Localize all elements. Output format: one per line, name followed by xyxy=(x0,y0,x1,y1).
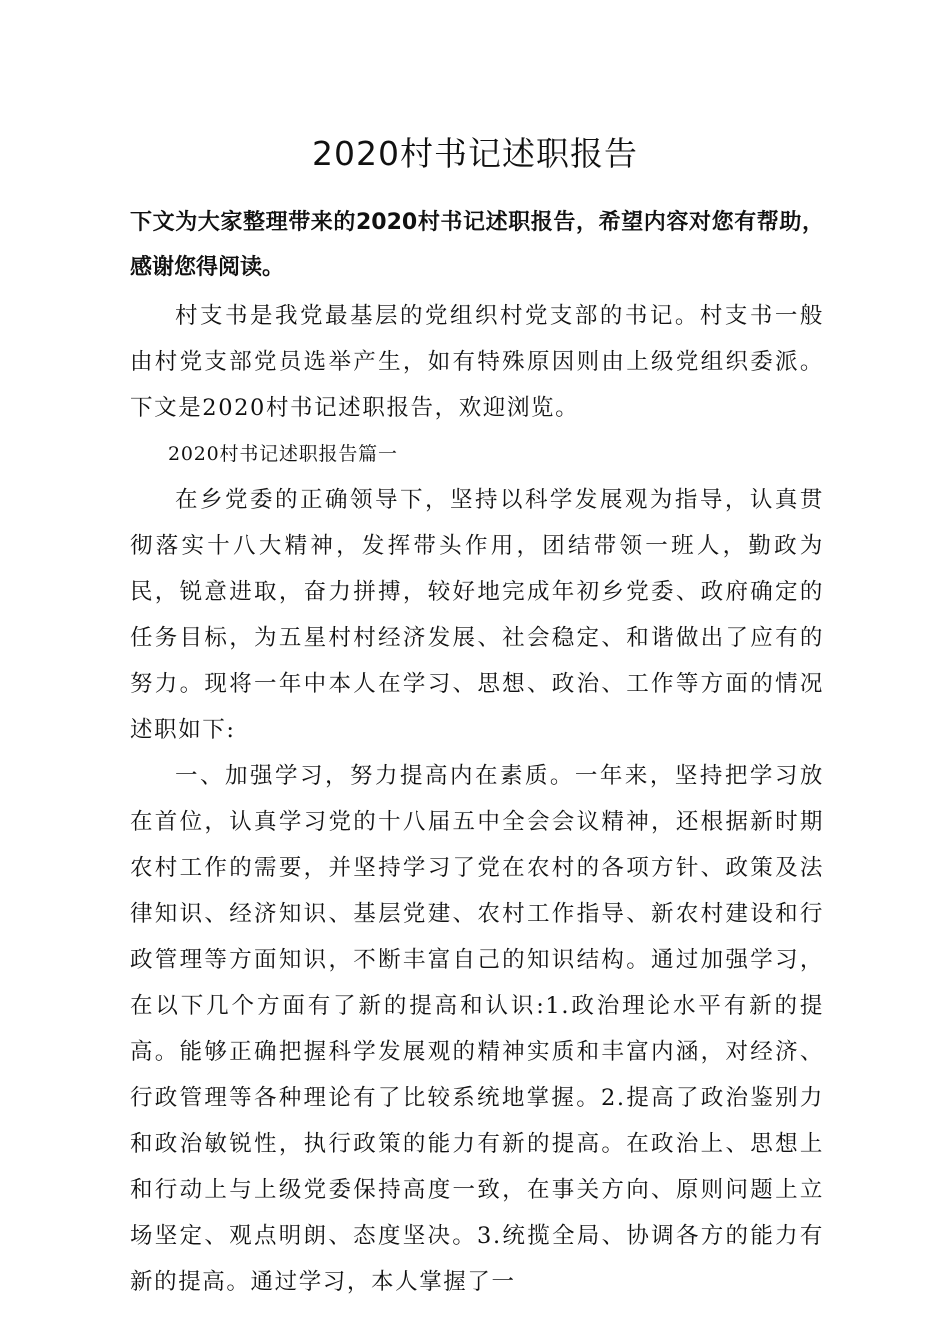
intro-paragraph: 下文为大家整理带来的2020村书记述职报告，希望内容对您有帮助，感谢您得阅读。 xyxy=(130,210,824,280)
body-paragraph: 在乡党委的正确领导下，坚持以科学发展观为指导，认真贯彻落实十八大精神，发挥带头作用，团结带领一班人，勤政为民，锐意进取，奋力拼搏，较好地完成年初乡党委、政府确定的任务目标，为五星村村经济发展、社会稳定、和谐做出了应有的努力。现将一年中本人在学习、思想、政治、工作等方面的情况述职如下: xyxy=(130,487,824,743)
document-title: 2020村书记述职报告 xyxy=(312,134,638,173)
section-heading: 2020村书记述职报告篇一 xyxy=(168,443,398,465)
body-paragraph: 一、加强学习，努力提高内在素质。一年来，坚持把学习放在首位，认真学习党的十八届五中全会会议精神，还根据新时期农村工作的需要，并坚持学习了党在农村的各项方针、政策及法律知识、经济知识、基层党建、农村工作指导、新农村建设和行政管理等方面知识，不断丰富自己的知识结构。通过加强学习，在以下几个方面有了新的提高和认识:1.政治理论水平有新的提高。能够正确把握科学发展观的精神实质和丰富内涵，对经济、行政管理等各种理论有了比较系统地掌握。2.提高了政治鉴别力和政治敏锐性，执行政策的能力有新的提高。在政治上、思想上和行动上与上级党委保持高度一致，在事关方向、原则问题上立场坚定、观点明朗、态度坚决。3.统揽全局、协调各方的能力有新的提高。通过学习，本人掌握了一 xyxy=(130,763,824,1295)
document-body xyxy=(130,293,824,1305)
body-paragraph: 村支书是我党最基层的党组织村党支部的书记。村支书一般由村党支部党员选举产生，如有特殊原因则由上级党组织委派。下文是2020村书记述职报告，欢迎浏览。 xyxy=(130,303,824,421)
